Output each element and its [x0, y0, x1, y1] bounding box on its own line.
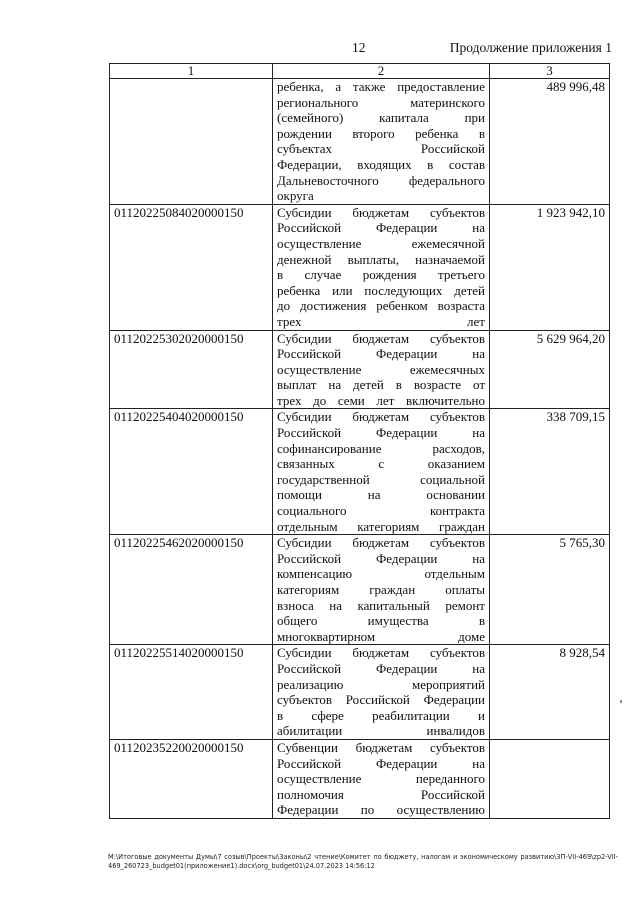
description-cell — [273, 330, 490, 409]
description-line: Субсидии бюджетам субъектов — [277, 409, 485, 425]
description-line: трех до семи лет включительно — [277, 392, 485, 408]
description-line: в сфере реабилитации и — [277, 707, 485, 723]
description-line: полномочия Российской — [277, 786, 485, 802]
description-cell — [273, 739, 490, 818]
description-line: реализацию мероприятий — [277, 676, 485, 692]
scan-artifact — [620, 700, 622, 703]
table-row — [110, 204, 610, 330]
description-line: субъектах Российской — [277, 141, 485, 157]
description-line: рождении второго ребенка в — [277, 125, 485, 141]
description-line: связанных с оказанием — [277, 456, 485, 472]
table-row — [110, 330, 610, 409]
description-line: Российской Федерации на — [277, 755, 485, 771]
budget-code-cell: 01120225462020000150 — [110, 535, 273, 645]
amount-cell: 1 923 942,10 — [490, 204, 610, 330]
description-line: Дальневосточного федерального — [277, 172, 485, 188]
amount-cell: 5 629 964,20 — [490, 330, 610, 409]
description-cell — [273, 79, 490, 205]
description-line: взноса на капитальный ремонт — [277, 597, 485, 613]
description-line: Федерации, входящих в состав — [277, 156, 485, 172]
description-line: Российской Федерации на — [277, 220, 485, 236]
budget-code-cell — [110, 79, 273, 205]
budget-table — [109, 63, 610, 819]
amount-cell: 5 765,30 — [490, 535, 610, 645]
description-line: регионального материнского — [277, 94, 485, 110]
table-row — [110, 79, 610, 205]
description-line: многоквартирном доме — [277, 628, 485, 644]
description-line: Российской Федерации на — [277, 346, 485, 362]
amount-cell: 338 709,15 — [490, 409, 610, 535]
continuation-label: Продолжение приложения 1 — [449, 40, 612, 55]
description-line: осуществление переданного — [277, 771, 485, 787]
description-line: Федерации по осуществлению — [277, 802, 485, 818]
description-line: отдельным категориям граждан — [277, 518, 485, 534]
amount-cell: 489 996,48 — [490, 79, 610, 205]
budget-code-cell: 01120225084020000150 — [110, 204, 273, 330]
table-row — [110, 645, 610, 740]
description-cell — [273, 535, 490, 645]
description-line: абилитации инвалидов — [277, 723, 485, 739]
description-line: (семейного) капитала при — [277, 110, 485, 126]
table-header-row — [110, 64, 610, 79]
description-line: выплат на детей в возрасте от — [277, 377, 485, 393]
description-line: ребенка, а также предоставление — [277, 79, 485, 94]
description-line: Российской Федерации на — [277, 660, 485, 676]
budget-code-cell: 01120235220020000150 — [110, 739, 273, 818]
description-line: компенсацию отдельным — [277, 566, 485, 582]
description-cell — [273, 204, 490, 330]
description-line: категориям граждан оплаты — [277, 582, 485, 597]
budget-code-cell: 01120225302020000150 — [110, 330, 273, 409]
description-line: в случае рождения третьего — [277, 267, 485, 283]
description-line: Субвенции бюджетам субъектов — [277, 739, 485, 755]
description-cell — [273, 645, 490, 740]
column-header-2: 2 — [273, 64, 490, 79]
table-row — [110, 739, 610, 818]
document-path-footer: M:\Итоговые документы Думы\7 созыв\Проекты\Законы\2 чтение\Комитет по бюджету, налогам и экономическому развитию\ЗП-VII-469\zp2-VII-469_260723_budget01(приложение1).docx\org_budget01\24.07.2023 14:56:12 — [108, 853, 618, 870]
description-line: трех лет — [277, 313, 485, 329]
description-line: денежной выплаты, назначаемой — [277, 251, 485, 267]
description-line: субъектов Российской Федерации — [277, 692, 485, 708]
description-line: Субсидии бюджетам субъектов — [277, 330, 485, 346]
description-line: государственной социальной — [277, 471, 485, 487]
amount-cell — [490, 739, 610, 818]
description-line: округа — [277, 188, 314, 204]
budget-code-cell: 01120225514020000150 — [110, 645, 273, 740]
description-line: Субсидии бюджетам субъектов — [277, 204, 485, 220]
amount-cell: 8 928,54 — [490, 645, 610, 740]
description-line: Субсидии бюджетам субъектов — [277, 645, 485, 661]
table-body — [110, 79, 610, 819]
column-header-3: 3 — [490, 64, 610, 79]
description-line: софинансирование расходов, — [277, 440, 485, 456]
description-line: осуществление ежемесячных — [277, 361, 485, 377]
budget-code-cell: 01120225404020000150 — [110, 409, 273, 535]
description-cell — [273, 409, 490, 535]
description-line: социального контракта — [277, 503, 485, 519]
description-line: ребенка или последующих детей — [277, 282, 485, 298]
description-line: общего имущества в — [277, 613, 485, 629]
description-line: Субсидии бюджетам субъектов — [277, 535, 485, 551]
table-row — [110, 535, 610, 645]
page-number: 12 — [352, 40, 366, 55]
description-line: осуществление ежемесячной — [277, 235, 485, 251]
description-line: помощи на основании — [277, 487, 485, 503]
table-row — [110, 409, 610, 535]
description-line: Российской Федерации на — [277, 425, 485, 441]
column-header-1: 1 — [110, 64, 273, 79]
page-header — [0, 40, 640, 60]
description-line: до достижения ребенком возраста — [277, 298, 485, 314]
description-line: Российской Федерации на — [277, 550, 485, 566]
